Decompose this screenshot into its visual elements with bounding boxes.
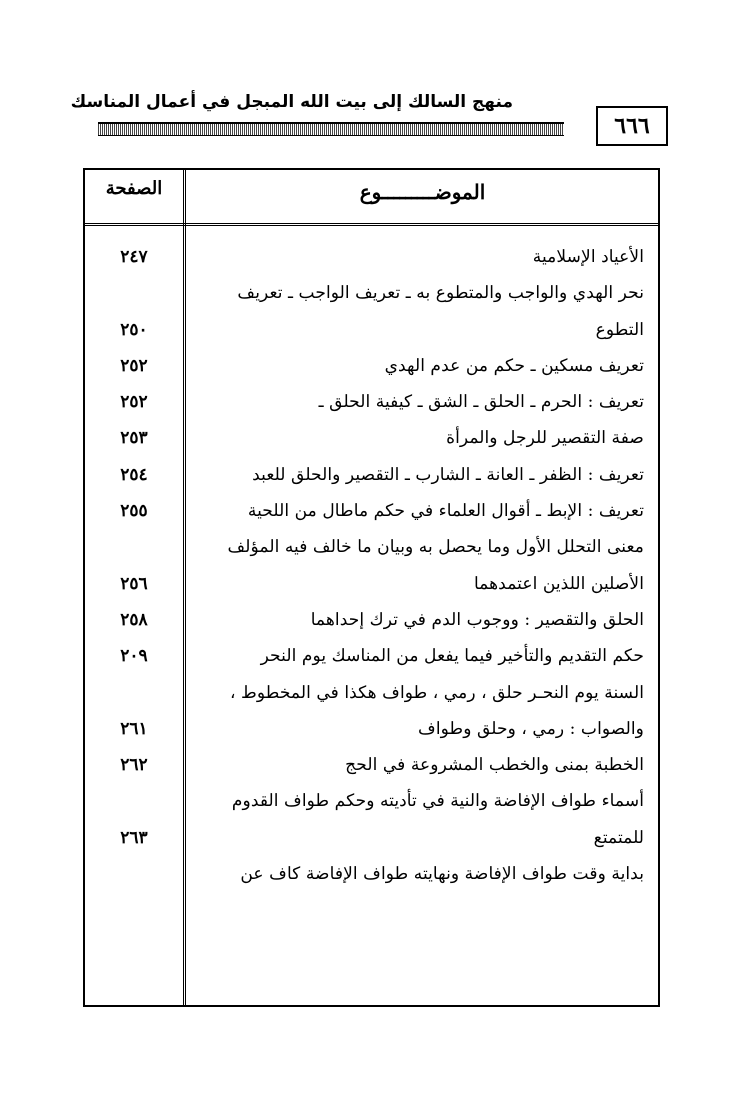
toc-row xyxy=(85,384,658,420)
toc-row xyxy=(85,239,658,275)
header-rule xyxy=(98,122,564,136)
toc-entry-page xyxy=(85,275,183,311)
page-number: ٦٦٦ xyxy=(596,106,668,146)
toc-entry-text: بداية وقت طواف الإفاضة ونهايته طواف الإفاضة كاف عن xyxy=(240,864,644,885)
toc-entry-text: والصواب : رمي ، وحلق وطواف xyxy=(418,718,644,739)
toc-entry-page: ٢٦٢ xyxy=(120,755,148,776)
toc-entry-text: تعريف : الإبط ـ أقوال العلماء في حكم ماطال من اللحية xyxy=(247,501,644,522)
toc-entry-page: ٢٥٠ xyxy=(120,319,148,340)
toc-entry-page: ٢٦٣ xyxy=(120,827,148,848)
toc-entry-page: ٢٦١ xyxy=(120,718,148,739)
book-title: منهج السالك إلى بيت الله المبجل في أعمال المناسك xyxy=(70,92,513,112)
toc-entry-page: ٢٥٥ xyxy=(120,501,148,522)
toc-entry-text: تعريف : الحرم ـ الحلق ـ الشق ـ كيفية الحلق ـ xyxy=(318,392,644,413)
toc-entry-text: السنة يوم النحـر حلق ، رمي ، طواف هكذا في المخطوط ، xyxy=(229,682,644,703)
toc-entry-text: معنى التحلل الأول وما يحصل به وبيان ما خالف فيه المؤلف xyxy=(227,537,644,558)
toc-row xyxy=(85,783,658,819)
toc-entry-text: تعريف : الظفر ـ العانة ـ الشارب ـ التقصير والحلق للعبد xyxy=(252,464,644,485)
topic-column-header: الموضـــــــــوع xyxy=(359,180,486,204)
toc-entry-page xyxy=(85,856,183,892)
toc-entry-text: تعريف مسكين ـ حكم من عدم الهدي xyxy=(384,355,644,376)
toc-row xyxy=(85,566,658,602)
toc-entry-text: الخطبة بمنى والخطب المشروعة في الحج xyxy=(345,755,644,776)
running-header xyxy=(70,88,668,148)
toc-entry-text: للمتمتع xyxy=(593,827,644,848)
toc-table xyxy=(83,168,660,1007)
toc-row xyxy=(85,457,658,493)
toc-entry-text: نحر الهدي والواجب والمتطوع به ـ تعريف الواجب ـ تعريف xyxy=(237,283,644,304)
toc-entry-page: ٢٥٤ xyxy=(120,464,148,485)
toc-row xyxy=(85,820,658,856)
toc-entry-text: حكم التقديم والتأخير فيما يفعل من المناسك يوم النحر xyxy=(260,646,644,667)
toc-entry-page: ٢٥٣ xyxy=(120,428,148,449)
toc-row xyxy=(85,747,658,783)
toc-row xyxy=(85,529,658,565)
toc-entry-text: التطوع xyxy=(595,319,644,340)
toc-entry-text: الأعياد الإسلامية xyxy=(532,247,644,267)
toc-row xyxy=(85,493,658,529)
toc-row xyxy=(85,675,658,711)
toc-entry-page: ٢٥٢ xyxy=(120,392,148,413)
toc-row xyxy=(85,420,658,456)
toc-row xyxy=(85,312,658,348)
toc-row xyxy=(85,602,658,638)
toc-entry-text: أسماء طواف الإفاضة والنية في تأديته وحكم طواف القدوم xyxy=(231,791,644,812)
toc-row xyxy=(85,638,658,674)
toc-entry-page: ٢٤٧ xyxy=(120,247,148,267)
toc-entry-page xyxy=(85,529,183,565)
header-divider xyxy=(85,223,658,226)
toc-row xyxy=(85,856,658,892)
toc-entry-text: الأصلين اللذين اعتمدهما xyxy=(473,573,644,594)
toc-rows xyxy=(85,239,658,892)
toc-entry-text: الحلق والتقصير : ووجوب الدم في ترك إحداهما xyxy=(310,609,644,630)
toc-entry-page xyxy=(85,783,183,819)
toc-row xyxy=(85,348,658,384)
toc-entry-page: ٢٥٨ xyxy=(120,609,148,630)
toc-entry-page: ٢٥٦ xyxy=(120,573,148,594)
toc-row xyxy=(85,275,658,311)
toc-entry-text: صفة التقصير للرجل والمرأة xyxy=(446,428,644,449)
toc-entry-page xyxy=(85,675,183,711)
toc-row xyxy=(85,711,658,747)
toc-entry-page: ٢٠٩ xyxy=(120,646,148,667)
page-column-header: الصفحة xyxy=(105,178,163,199)
toc-entry-page: ٢٥٢ xyxy=(120,355,148,376)
